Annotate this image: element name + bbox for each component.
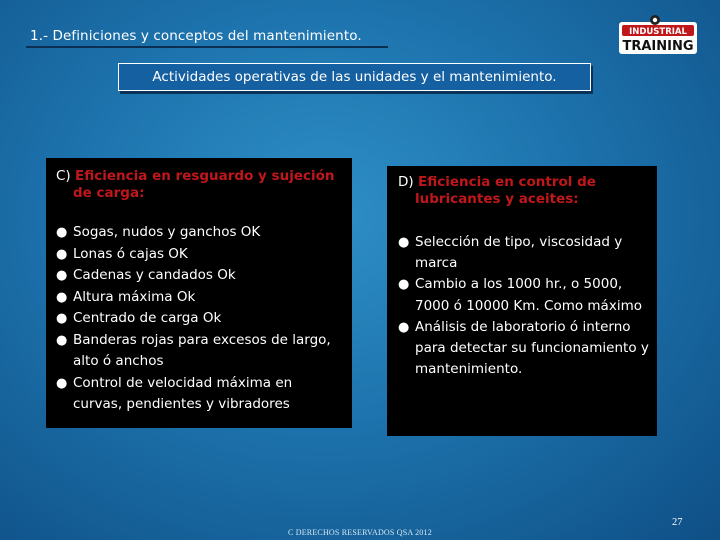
right-bullet-list — [398, 232, 649, 380]
list-item: ● Altura máxima Ok — [56, 287, 344, 309]
list-item: ● Centrado de carga Ok — [56, 308, 344, 330]
title-underline — [26, 46, 388, 48]
bullet-icon: ● — [56, 289, 68, 305]
page-number: 27 — [672, 517, 683, 528]
list-item: ● Análisis de laboratorio ó interno para detectar su funcionamiento y mantenimiento. — [398, 318, 649, 378]
bullet-icon: ● — [56, 268, 68, 283]
subtitle-text: Actividades operativas de las unidades y el mantenimiento. — [152, 69, 557, 85]
logo-line2: TRAINING — [622, 39, 694, 54]
slide-title: 1.- Definiciones y conceptos del mantenimiento. — [30, 28, 362, 44]
left-heading-label: C) — [56, 168, 71, 184]
bullet-icon: ● — [398, 277, 410, 293]
bullet-icon: ● — [56, 332, 68, 348]
bullet-icon: ● — [56, 246, 68, 262]
list-item: ● Cadenas y candados Ok — [56, 265, 344, 287]
list-item: ● Selección de tipo, viscosidad y marca — [398, 234, 623, 272]
logo-line1: INDUSTRIAL — [629, 27, 687, 37]
list-item: ● Cambio a los 1000 hr., o 5000, 7000 ó 10000 Km. Como máximo — [398, 276, 642, 314]
list-item: ● Banderas rojas para excesos de largo, alto ó anchos — [56, 331, 331, 369]
bullet-icon: ● — [398, 235, 410, 250]
bullet-icon: ● — [56, 225, 68, 240]
list-item: ● Sogas, nudos y ganchos OK — [56, 222, 344, 244]
left-heading-line2: de carga: — [73, 185, 145, 201]
right-heading-line1: Eficiencia en control de — [417, 174, 596, 190]
bullet-icon: ● — [56, 311, 68, 326]
footer-copyright: C DERECHOS RESERVADOS QSA 2012 — [288, 528, 432, 537]
right-panel-heading — [398, 174, 649, 208]
list-item: ● Control de velocidad máxima en curvas, pendientes y vibradores — [56, 374, 293, 412]
right-panel — [387, 166, 657, 436]
left-panel — [46, 158, 352, 428]
left-bullet-list — [56, 222, 344, 416]
right-heading-label: D) — [398, 174, 414, 190]
bullet-icon: ● — [398, 319, 410, 335]
left-heading-line1: Eficiencia en resguardo y sujeción — [75, 168, 335, 184]
list-item: ● Lonas ó cajas OK — [56, 244, 344, 266]
industrial-training-logo — [619, 14, 697, 54]
right-heading-line2: lubricantes y aceites: — [415, 191, 579, 207]
left-panel-heading — [56, 168, 344, 202]
subtitle-box — [118, 63, 591, 91]
bullet-icon: ● — [56, 375, 68, 391]
